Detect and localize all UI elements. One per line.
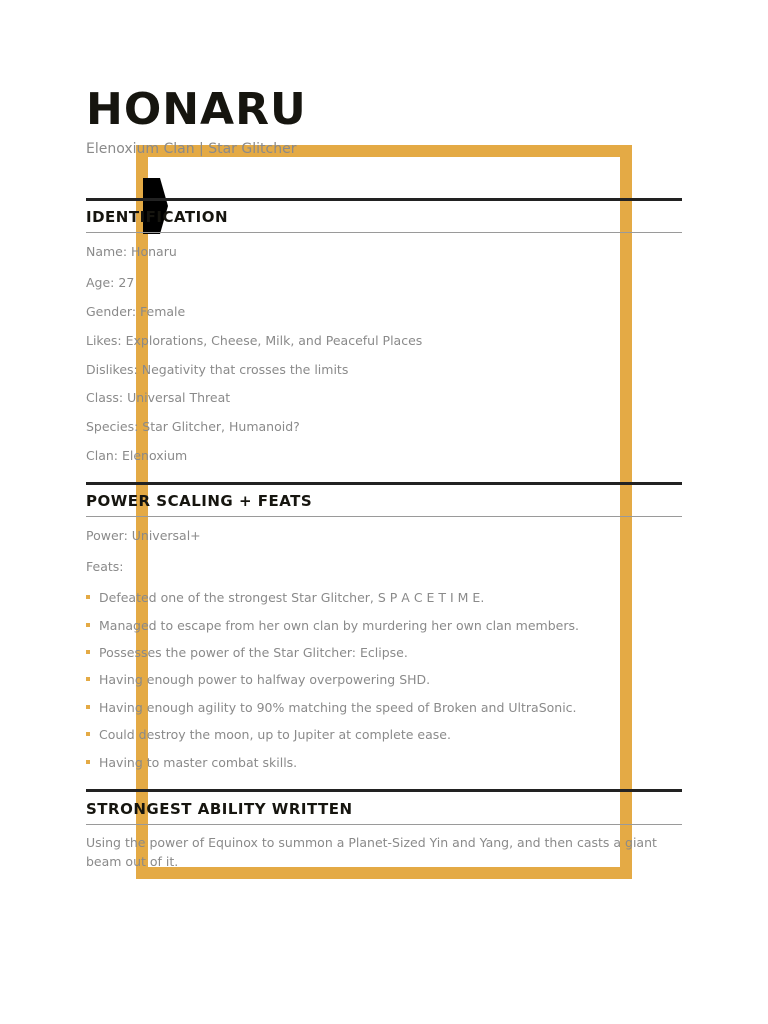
feat-text: Having enough power to halfway overpowering SHD. (99, 672, 431, 687)
list-item (86, 727, 451, 742)
list-item (86, 700, 577, 715)
list-item (86, 645, 408, 660)
page-title: HONARU (86, 84, 307, 135)
identification-line: Likes: Explorations, Cheese, Milk, and Peaceful Places (86, 333, 423, 348)
feat-text: Possesses the power of the Star Glitcher: Eclipse. (99, 645, 408, 660)
power-heading: POWER SCALING + FEATS (86, 492, 313, 510)
section-divider-thin (86, 516, 682, 517)
power-line: Power: Universal+ (86, 528, 201, 543)
section-divider-thick (86, 789, 682, 792)
bullet-square-icon (86, 595, 90, 599)
bullet-square-icon (86, 732, 90, 736)
feat-text: Could destroy the moon, up to Jupiter at complete ease. (99, 727, 451, 742)
bullet-square-icon (86, 760, 90, 764)
page-subtitle: Elenoxium Clan | Star Glitcher (86, 141, 297, 157)
feats-label: Feats: (86, 559, 124, 574)
list-item (86, 590, 484, 605)
identification-line: Species: Star Glitcher, Humanoid? (86, 419, 300, 434)
identification-line: Gender: Female (86, 304, 186, 319)
feat-text: Defeated one of the strongest Star Glitcher, S P A C E T I M E. (99, 590, 485, 605)
bullet-square-icon (86, 623, 90, 627)
bullet-square-icon (86, 650, 90, 654)
identification-line: Dislikes: Negativity that crosses the limits (86, 362, 349, 377)
section-divider-thick (86, 482, 682, 485)
ability-heading: STRONGEST ABILITY WRITTEN (86, 800, 353, 818)
feat-text: Having enough agility to 90% matching the speed of Broken and UltraSonic. (99, 700, 577, 715)
section-divider-thin (86, 232, 682, 233)
section-divider-thin (86, 824, 682, 825)
list-item (86, 755, 297, 770)
feat-text: Having to master combat skills. (99, 755, 298, 770)
bullet-square-icon (86, 677, 90, 681)
identification-line: Clan: Elenoxium (86, 448, 188, 463)
ability-description: Using the power of Equinox to summon a Planet-Sized Yin and Yang, and then casts a giant beam out of it. (86, 835, 657, 869)
identification-heading: IDENTIFICATION (86, 208, 229, 226)
identification-line: Name: Honaru (86, 244, 177, 259)
identification-line: Class: Universal Threat (86, 390, 231, 405)
list-item (86, 672, 430, 687)
bullet-square-icon (86, 705, 90, 709)
section-divider-thick (86, 198, 682, 201)
list-item (86, 618, 579, 633)
identification-line: Age: 27 (86, 275, 135, 290)
feat-text: Managed to escape from her own clan by murdering her own clan members. (99, 618, 579, 633)
